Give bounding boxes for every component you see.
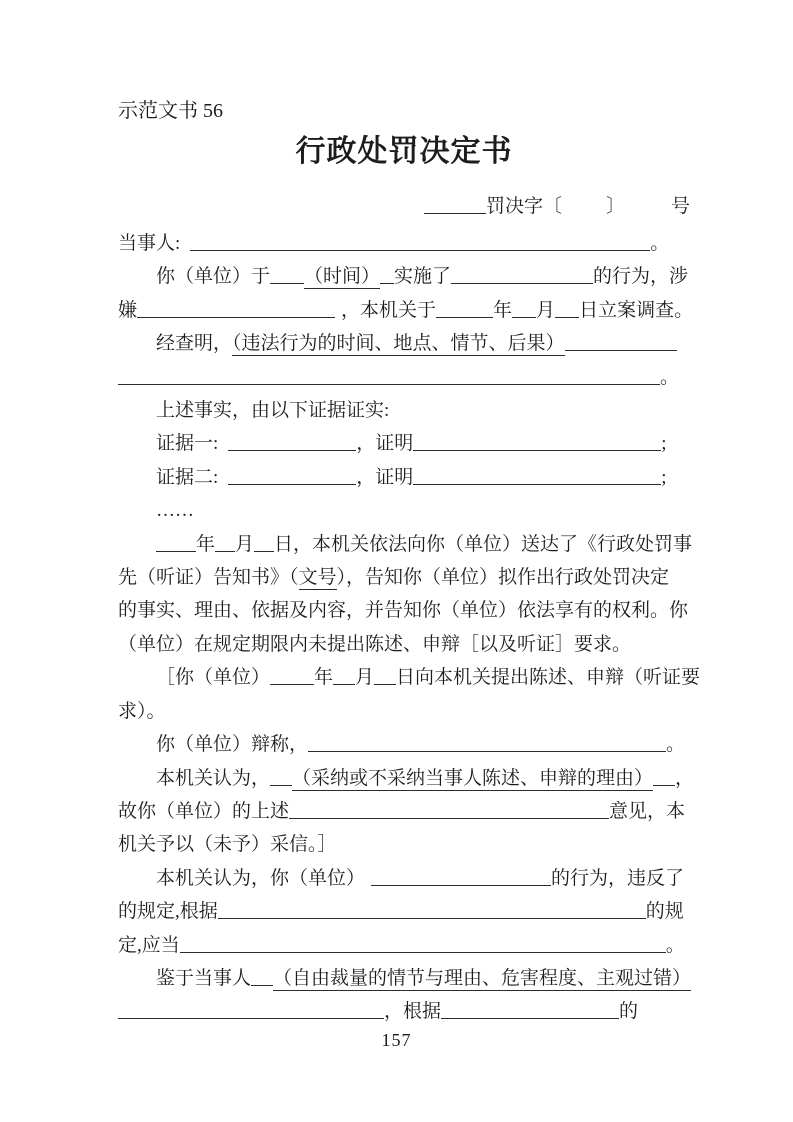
text-segment: 的行为，违反了 (551, 867, 685, 889)
spacer-gap (218, 448, 228, 449)
underlined-hint-text: （违法行为的时间、地点、情节、后果） (232, 333, 565, 355)
blank-fill-line (215, 537, 235, 552)
blank-fill-line (441, 1004, 619, 1019)
blank-fill-line (118, 370, 660, 385)
text-segment: 日向本机关提出陈述、申辩（听证要 (396, 667, 701, 689)
text-segment: 意见，本 (609, 800, 686, 822)
doc-line (118, 227, 698, 260)
text-segment: 证据一: (156, 433, 219, 455)
blank-fill-line (228, 436, 356, 451)
text-segment: 月 (355, 667, 375, 689)
spacer-gap (625, 211, 671, 212)
doc-line (118, 494, 698, 527)
blank-fill-line (254, 537, 274, 552)
blank-fill-line (270, 269, 304, 284)
blank-fill-line (374, 670, 396, 685)
doc-line (118, 628, 698, 661)
text-segment: 上述事实，由以下证据证实: (156, 400, 390, 422)
text-segment: 。 (660, 366, 680, 388)
blank-fill-line (555, 303, 579, 318)
text-segment: 年 (493, 299, 513, 321)
doc-line (118, 394, 698, 427)
text-segment: 。 (665, 934, 685, 956)
doc-line (118, 461, 698, 494)
text-segment: 日立案调查。 (579, 299, 694, 321)
text-segment: ），告知你（单位）拟作出行政处罚决定 (336, 567, 670, 589)
text-segment: 的 (619, 1001, 639, 1023)
blank-fill-line (436, 303, 493, 318)
blank-fill-line (180, 938, 666, 953)
blank-fill-line (228, 470, 356, 485)
doc-title: 行政处罚决定书 (295, 135, 513, 168)
underlined-hint-text: （采纳或不采纳当事人陈述、申辩的理由） (292, 767, 654, 789)
blank-fill-line (270, 670, 314, 685)
text-segment: 定,应当 (118, 934, 180, 956)
text-segment: 月 (235, 533, 255, 555)
spacer-gap (180, 248, 190, 249)
blank-fill-line (190, 236, 650, 251)
text-segment: （单位）在规定期限内未提出陈述、申辩［以及听证］要求。 (118, 633, 632, 655)
doc-line (118, 995, 698, 1028)
doc-line (118, 962, 698, 995)
blank-fill-line (218, 904, 646, 919)
doc-line (118, 594, 698, 627)
blank-fill-line (451, 269, 593, 284)
doc-line (118, 260, 698, 293)
blank-fill-line (413, 436, 661, 451)
blank-fill-line (270, 771, 292, 786)
blank-fill-line (251, 971, 273, 986)
text-segment: 年 (314, 667, 334, 689)
text-segment: ; (661, 466, 667, 488)
text-segment: 本机关认为， (156, 767, 271, 789)
blank-fill-line (308, 737, 666, 752)
text-segment: ， (675, 767, 695, 789)
doc-line (118, 862, 698, 895)
blank-fill-line (512, 303, 536, 318)
text-segment: 证据二: (156, 466, 219, 488)
blank-fill-line (118, 1004, 384, 1019)
text-segment: 号 (670, 196, 690, 217)
text-segment: 日，本机关依法向你（单位）送达了《行政处罚事 (274, 533, 693, 555)
text-segment: 先（听证）告知书》（ (118, 567, 299, 589)
blank-fill-line (371, 871, 551, 886)
text-segment: 你（单位）辩称， (156, 734, 309, 756)
text-segment: …… (156, 500, 194, 522)
blank-fill-line (413, 470, 661, 485)
text-segment: 求）。 (118, 700, 166, 722)
spacer-gap (562, 211, 606, 212)
spacer-gap (218, 482, 228, 483)
doc-line (118, 427, 698, 460)
doc-line (118, 929, 698, 962)
text-segment: 实施了 (394, 266, 452, 288)
underlined-hint-text: 文号 (298, 567, 337, 589)
text-segment: 嫌 (118, 299, 138, 321)
underlined-hint-text: （自由裁量的情节与理由、危害程度、主观过错） (273, 967, 692, 989)
text-segment: 月 (536, 299, 556, 321)
text-segment: 〕 (605, 196, 625, 217)
doc-line (118, 528, 698, 561)
text-segment: 机关予以（未予）采信。］ (118, 834, 337, 856)
doc-sample-label: 示范文书 56 (118, 100, 223, 122)
blank-fill-line (653, 771, 675, 786)
blank-fill-line (137, 303, 335, 318)
text-segment: ，证明 (356, 433, 414, 455)
text-segment: ，根据 (384, 1001, 442, 1023)
text-segment: ［你（单位） (156, 667, 271, 689)
page-number: 157 (381, 1030, 412, 1050)
blank-fill-line (565, 336, 677, 351)
blank-fill-line (289, 804, 609, 819)
text-segment: 鉴于当事人 (156, 967, 252, 989)
doc-line (118, 294, 698, 327)
text-segment: 经查明， (156, 333, 233, 355)
text-segment: 当事人: (118, 233, 181, 254)
text-segment: 的事实、理由、依据及内容，并告知你（单位）依法享有的权利。你 (118, 600, 689, 622)
text-segment: 。 (666, 734, 686, 756)
doc-line (118, 361, 698, 394)
text-segment: 年 (196, 533, 216, 555)
text-segment: 故你（单位）的上述 (118, 800, 290, 822)
text-segment: 的规 (645, 901, 684, 923)
doc-line (118, 661, 701, 694)
text-segment: ; (661, 433, 667, 455)
text-segment: 罚决字〔 (485, 196, 562, 217)
doc-line (118, 561, 698, 594)
doc-line (118, 828, 698, 861)
doc-line (118, 327, 698, 360)
text-segment: 的规定,根据 (118, 901, 218, 923)
doc-number-line (118, 190, 690, 223)
blank-fill-line (333, 670, 355, 685)
text-segment: 你（单位）于 (156, 266, 271, 288)
blank-fill-line (156, 537, 196, 552)
document-body (118, 227, 701, 1029)
text-segment: 的行为，涉 (593, 266, 689, 288)
blank-fill-line (424, 199, 486, 214)
text-segment: 本机关认为，你（单位） (156, 867, 366, 889)
underlined-hint-text: （时间） (304, 266, 381, 288)
text-segment: ，证明 (356, 466, 414, 488)
doc-line (118, 895, 698, 928)
doc-line (118, 728, 698, 761)
text-segment: ，本机关于 (341, 299, 437, 321)
doc-line (118, 695, 698, 728)
blank-fill-line (380, 269, 394, 284)
text-segment: 。 (650, 233, 670, 254)
doc-line (118, 762, 698, 795)
doc-line (118, 795, 698, 828)
